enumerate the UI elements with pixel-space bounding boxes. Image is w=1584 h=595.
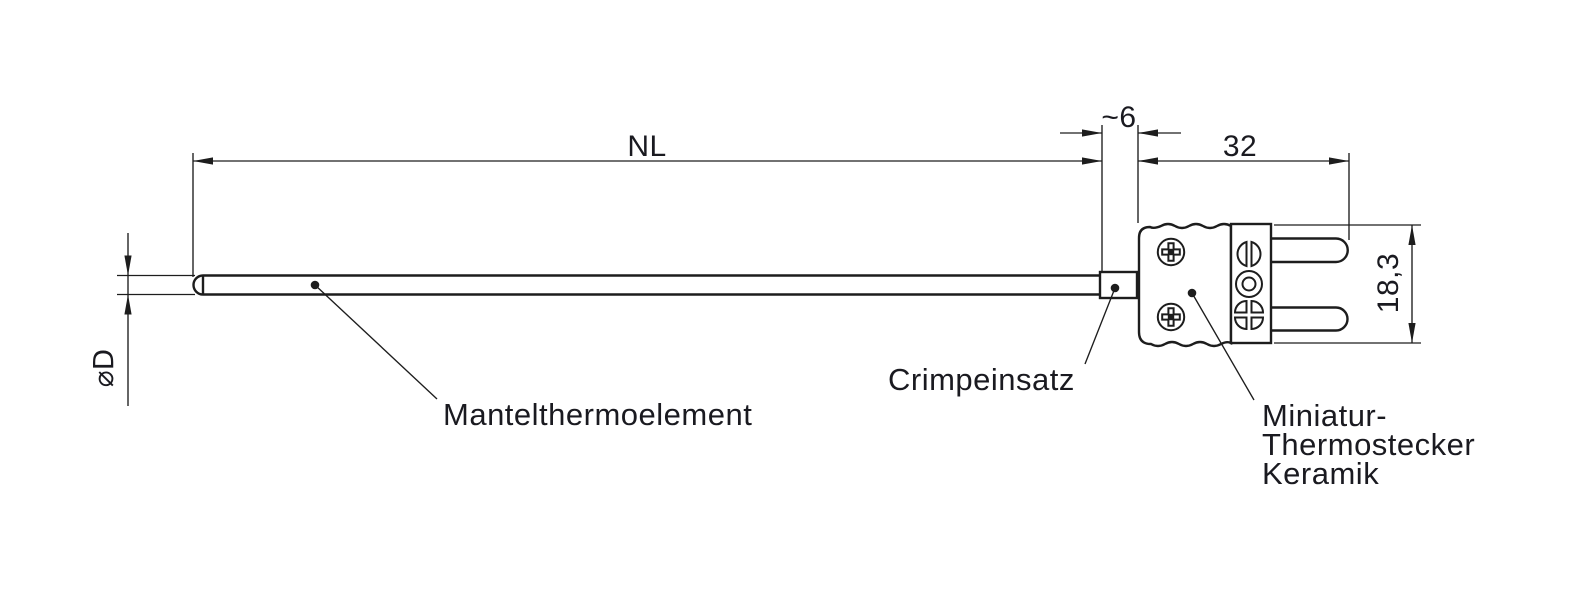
leader-dot-crimp	[1111, 284, 1120, 293]
connector-pin-bottom	[1271, 308, 1348, 331]
leader-dot-connector	[1188, 289, 1197, 298]
arrow-diameter-top-icon	[124, 256, 131, 276]
dim-label-nominal-length: NL	[627, 130, 667, 163]
arrow-height-bottom-icon	[1408, 323, 1415, 343]
arrow-connector-left-icon	[1138, 157, 1158, 164]
arrow-crimp-right-icon	[1138, 129, 1158, 136]
probe-label: Mantelthermoelement	[443, 397, 753, 432]
screw-bottom-center	[1168, 314, 1174, 320]
arrow-connector-right-icon	[1329, 157, 1349, 164]
leader-line-probe	[315, 285, 437, 399]
probe-tube	[203, 276, 1100, 295]
screw-top-center	[1168, 249, 1174, 255]
connector-label-line-1: Miniatur-	[1262, 398, 1388, 433]
ring-inner	[1243, 278, 1256, 291]
connector-body	[1139, 224, 1231, 346]
leader-dot-probe	[311, 281, 320, 290]
arrow-nl-right-icon	[1082, 157, 1102, 164]
arrow-diameter-bottom-icon	[124, 295, 131, 315]
arrow-height-top-icon	[1408, 225, 1415, 245]
crimp-insert-label: Crimpeinsatz	[888, 362, 1075, 397]
connector-label-line-3: Keramik	[1262, 456, 1380, 491]
dim-label-crimp-length: ~6	[1101, 101, 1137, 134]
arrow-nl-left-icon	[193, 157, 213, 164]
screw-top	[1158, 239, 1184, 265]
leader-line-crimp	[1085, 288, 1115, 364]
dim-label-connector-height: 18,3	[1372, 252, 1405, 314]
connector-label-line-2: Thermostecker	[1262, 427, 1476, 462]
arrow-crimp-left-icon	[1082, 129, 1102, 136]
band-symbol-ring-icon	[1236, 271, 1262, 297]
connector-pin-top	[1271, 239, 1348, 263]
screw-bottom	[1158, 304, 1184, 330]
probe-tip	[194, 276, 204, 295]
crimp-insert	[1100, 272, 1137, 298]
dim-label-connector-length: 32	[1222, 130, 1258, 163]
dim-label-probe-diameter: ⌀D	[87, 348, 120, 388]
